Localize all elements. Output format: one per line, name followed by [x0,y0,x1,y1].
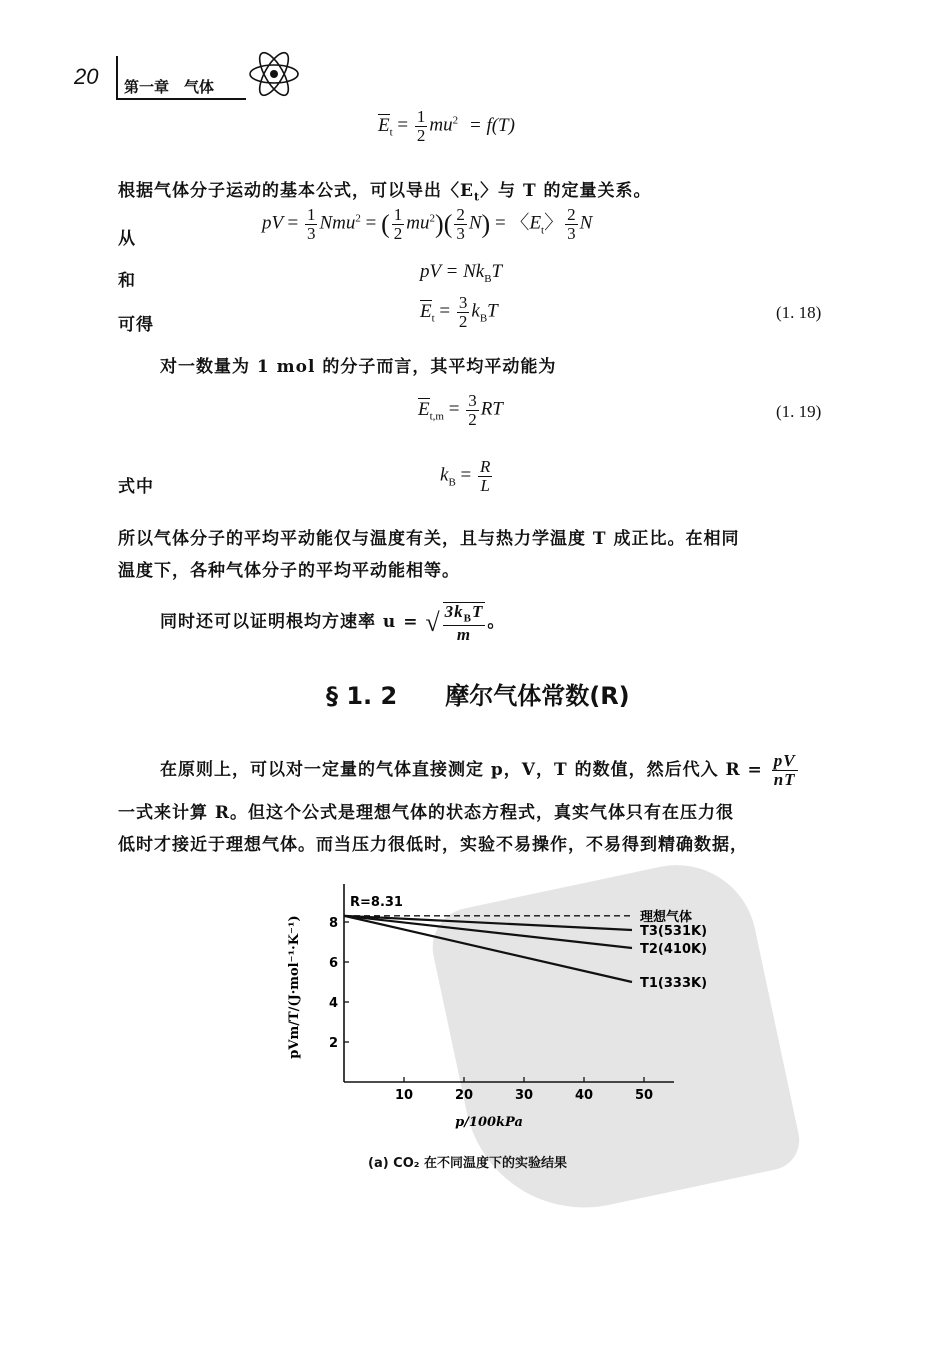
y-tick-label: 4 [328,996,338,1011]
label-get: 可得 [118,315,154,335]
equation-energy-function: $E_t$ = $\frac{1}{2}$ $mu^2 = f(T)$ [378,107,515,145]
y-tick-label: 8 [328,916,338,931]
y-tick-label: 2 [328,1036,338,1051]
x-tick-label: 20 [454,1088,474,1103]
series-label-3: T1(333K) [640,976,708,991]
annotation-r-value: R=8.31 [350,894,403,910]
atom-logo-icon [246,48,302,100]
paragraph-conclusion-line2: 温度下，各种气体分子的平均平动能相等。 [118,561,460,581]
co2-chart [262,870,722,1130]
x-tick-label: 30 [514,1088,534,1103]
equation-1-19: $E_{t,m}$ = $\frac{3}{2}$ RT [418,391,503,429]
paragraph-conclusion-line1: 所以气体分子的平均平动能仅与温度有关，且与热力学温度 T 成正比。在相同 [118,529,740,549]
equation-boltzmann: $k_B$ = $\frac{R}{L}$ [440,457,491,495]
series-label-0: 理想气体 [640,909,693,925]
series-line-3 [344,916,632,982]
paragraph-derivation-intro: 根据气体分子运动的基本公式，可以导出〈$E_t$〉与 T 的定量关系。 [118,181,652,204]
series-line-1 [344,916,632,930]
series-line-2 [344,916,632,948]
equation-number-1-19: (1. 19) [776,402,822,421]
header-rule [116,56,118,100]
section-title: § 1. 2 摩尔气体常数(R) [326,682,630,710]
page-number: 20 [74,64,99,89]
equation-pv-kinetic: pV = $\frac{1}{3}$ Nmu$^2$ = ( $\frac{1}{2}$ $mu^2$)( $\frac{2}{3}$ N) = 〈$E_t$〉 $\frac{2}{3}$ N [262,205,593,243]
equation-ideal-gas: pV = $Nk_BT$ [420,261,503,285]
y-axis-label: pVm/T/(J·mol⁻¹·K⁻¹) [287,915,302,1059]
header-underline [116,98,246,100]
series-label-2: T2(410K) [640,942,708,957]
x-tick-label: 10 [394,1088,414,1103]
y-tick-label: 6 [328,956,338,971]
label-and: 和 [118,271,136,291]
equation-1-18: $E_t$ = $\frac{3}{2}$ $k_BT$ [420,293,498,331]
x-axis-label: p/100kPa [455,1115,523,1130]
paragraph-rms-speed: 同时还可以证明根均方速率 u = √ $\frac{3k_BT}{m}$ 。 [160,602,506,644]
chapter-title: 第一章 气体 [124,78,215,96]
paragraph-r-method-line1: 在原则上，可以对一定量的气体直接测定 p，V，T 的数值，然后代入 R = $\frac{pV}{nT}$ [160,751,796,789]
paragraph-r-method-line3: 低时才接近于理想气体。而当压力很低时，实验不易操作，不易得到精确数据， [118,835,748,855]
paragraph-r-method-line2: 一式来计算 R。但这个公式是理想气体的状态方程式，真实气体只有在压力很 [118,803,735,823]
paragraph-molar-energy: 对一数量为 1 mol 的分子而言，其平均平动能为 [160,357,557,377]
label-where: 式中 [118,477,154,497]
series-label-1: T3(531K) [640,924,708,939]
x-tick-label: 40 [574,1088,594,1103]
label-from: 从 [118,229,136,249]
chart-caption: (a) CO₂ 在不同温度下的实验结果 [368,1156,567,1171]
x-tick-label: 50 [634,1088,654,1103]
equation-number-1-18: (1. 18) [776,303,822,322]
